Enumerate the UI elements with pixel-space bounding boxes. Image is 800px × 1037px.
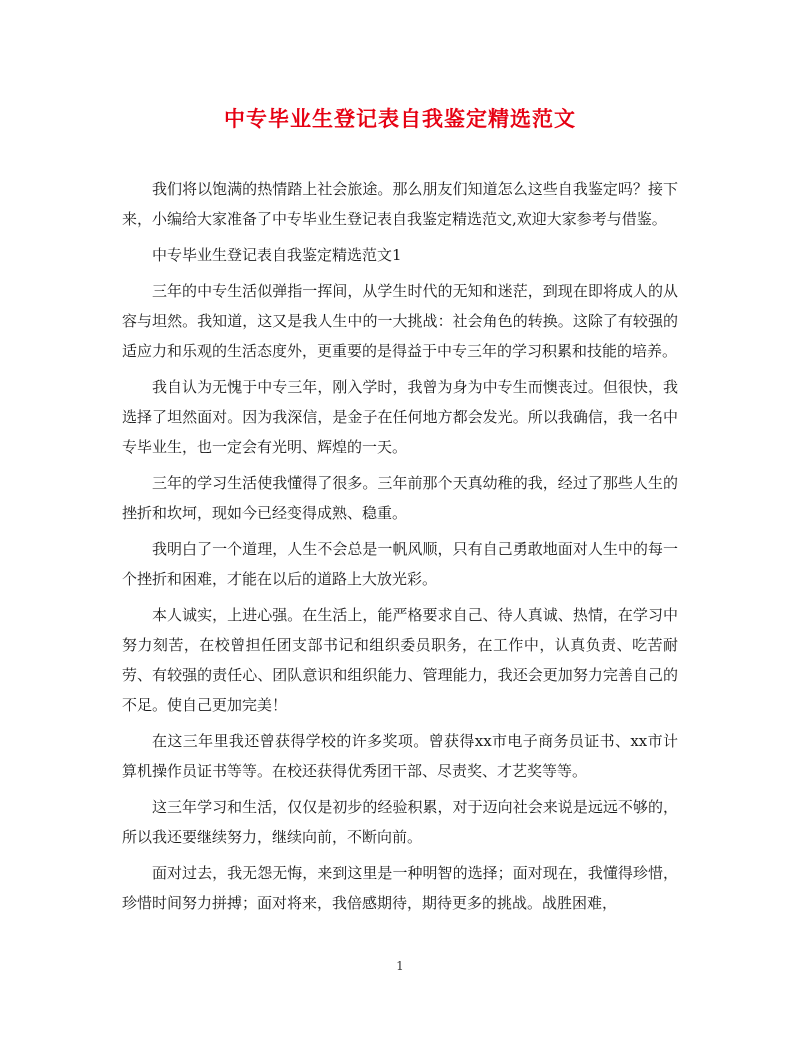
paragraph: 这三年学习和生活，仅仅是初步的经验积累，对于迈向社会来说是远远不够的，所以我还要继续努力，继续向前，不断向前。 [122, 798, 678, 846]
paragraph: 在这三年里我还曾获得学校的许多奖项。曾获得xx市电子商务员证书、xx市计算机操作员证书等等。在校还获得优秀团干部、尽责奖、才艺奖等等。 [122, 732, 678, 780]
paragraph-intro: 我们将以饱满的热情踏上社会旅途。那么朋友们知道怎么这些自我鉴定吗？接下来，小编给大家准备了中专毕业生登记表自我鉴定精选范文,欢迎大家参考与借鉴。 [122, 180, 678, 228]
paragraph: 我明白了一个道理，人生不会总是一帆风顺，只有自己勇敢地面对人生中的每一个挫折和困难，才能在以后的道路上大放光彩。 [122, 540, 678, 588]
paragraph: 我自认为无愧于中专三年，刚入学时，我曾为身为中专生而懊丧过。但很快，我选择了坦然面对。因为我深信，是金子在任何地方都会发光。所以我确信，我一名中专毕业生，也一定会有光明、辉煌的一天。 [122, 378, 678, 456]
page-number: 1 [396, 959, 404, 973]
paragraph: 三年的中专生活似弹指一挥间，从学生时代的无知和迷茫，到现在即将成人的从容与坦然。我知道，这又是我人生中的一大挑战：社会角色的转换。这除了有较强的适应力和乐观的生活态度外，更重要的是得益于中专三年的学习积累和技能的培养。 [122, 282, 678, 360]
section-heading: 中专毕业生登记表自我鉴定精选范文1 [152, 246, 402, 264]
paragraph: 本人诚实，上进心强。在生活上，能严格要求自己、待人真诚、热情，在学习中努力刻苦，在校曾担任团支部书记和组织委员职务，在工作中，认真负责、吃苦耐劳、有较强的责任心、团队意识和组织能力、管理能力，我还会更加努力完善自己的不足。使自己更加完美！ [122, 606, 678, 714]
document-body [122, 174, 678, 924]
paragraph: 三年的学习生活使我懂得了很多。三年前那个天真幼稚的我，经过了那些人生的挫折和坎坷，现如今已经变得成熟、稳重。 [122, 474, 678, 522]
paragraph: 面对过去，我无怨无悔，来到这里是一种明智的选择；面对现在，我懂得珍惜，珍惜时间努力拼搏；面对将来，我倍感期待，期待更多的挑战。战胜困难， [122, 864, 678, 912]
document-title: 中专毕业生登记表自我鉴定精选范文 [224, 106, 576, 131]
